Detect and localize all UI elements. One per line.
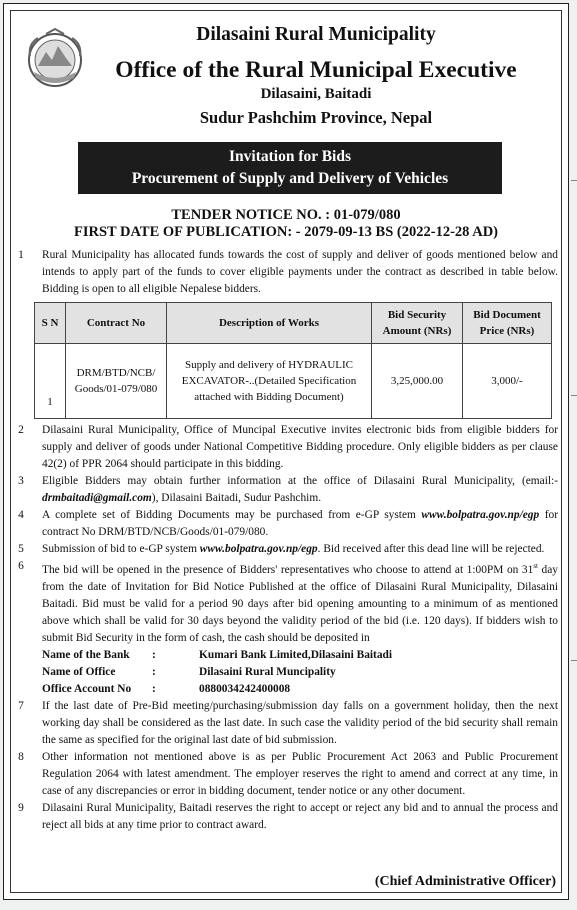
clause-number: 1 [18, 249, 24, 261]
bid-table [34, 302, 552, 419]
clause-number: 2 [18, 424, 24, 436]
clause-text: Other information not mentioned above is as per Public Procurement Act 2063 and Public Procurement Regulation 2064 with latest amendment. The employer reserves the right to amend and correct at any time, in case of any discrepancies or error in bidding document, tender notice or any other document. [42, 750, 558, 797]
clause-text: Dilasaini Rural Municipality, Baitadi reserves the right to accept or reject any bid and to annual the process and reject all bids at any time prior to contract award. [42, 801, 558, 831]
cell-sn: 1 [35, 344, 66, 419]
header-security: Bid Security Amount (NRs) [372, 303, 463, 344]
cell-price: 3,000/- [463, 344, 552, 419]
clause-8 [14, 749, 558, 800]
column-divider-mark [571, 660, 577, 661]
clause-number: 7 [18, 699, 24, 712]
banner-subtitle: Procurement of Supply and Delivery of Vehicles [131, 170, 449, 187]
cell-description: Supply and delivery of HYDRAULIC EXCAVATOR-..(Detailed Specification attached with Bidding Document) [167, 344, 372, 419]
header-sn: S N [35, 303, 66, 344]
clause-number: 9 [18, 801, 24, 814]
column-divider-mark [571, 180, 577, 181]
clause-7 [14, 698, 558, 749]
table-header-row [35, 303, 552, 344]
clause-text: Rural Municipality has allocated funds towards the cost of supply and deliver of goods mentioned below and intends to apply part of the funds to cover eligible payments under the contract as described in table below. Bidding is open to all eligible Nepalese bidders. [42, 249, 558, 295]
clause-2 [14, 422, 558, 473]
email-link[interactable]: drmbaitadi@gmail.com [42, 492, 152, 504]
office-location: Dilasaini, Baitadi [260, 86, 372, 102]
signature-line: (Chief Administrative Officer) [374, 874, 556, 889]
clause-text: If the last date of Pre-Bid meeting/purchasing/submission day falls on a government holiday, then the next working day shall be considered as the last date. In such case the validity period of the bid security shall remain the same as specified for the original last date of bid submission. [42, 699, 558, 746]
header-description: Description of Works [167, 303, 372, 344]
bank-name-row: Name of the Bank : Kumari Bank Limited,Dilasaini Baitadi [42, 648, 393, 661]
egp-link[interactable]: www.bolpatra.gov.np/egp [199, 543, 318, 555]
notice-body [14, 247, 558, 834]
first-publication-date: FIRST DATE OF PUBLICATION: - 2079-09-13 BS (2022-12-28 AD) [73, 224, 498, 240]
clause-number: 4 [18, 509, 24, 521]
cell-security: 3,25,000.00 [372, 344, 463, 419]
office-name-row: Name of Office : Dilasaini Rural Muncipality [42, 665, 336, 678]
clause-9 [14, 800, 558, 834]
clause-number: 8 [18, 750, 24, 763]
clause-1 [14, 247, 558, 298]
clause-6: 6 The bid will be opened in the presence of Bidders' representatives who choose to attend at 1:00PM on 31st day from the date of Invitation for Bid Notice Published at the office of Dilasaini Rural Municipality, Dilasaini Baitadi. Bid must be valid for a period 90 days after bid opening amounting to a minimum of as mentioned above which shall be valid for 30 days beyond the validity period of the bid (i.e. 120 days). If bidders wish to submit Bid Security in the form of cash, the cash should be deposited in [14, 558, 558, 647]
notice-sheet [3, 3, 569, 900]
clause-5: 5 Submission of bid to e-GP system www.bolpatra.gov.np/egp. Bid received after this dead line will be rejected. [14, 541, 558, 558]
account-number-row: Office Account No : 0880034242400008 [42, 682, 291, 695]
column-divider-mark [571, 395, 577, 396]
tender-notice-number: TENDER NOTICE NO. : 01-079/080 [171, 207, 401, 223]
banner-title: Invitation for Bids [228, 148, 352, 165]
clause-number: 3 [18, 475, 24, 487]
office-name: Office of the Rural Municipal Executive [115, 57, 517, 83]
clause-3: 3 Eligible Bidders may obtain further information at the office of Dilasaini Rural Municipality, (email:-drmbaitadi@gmail.com), Dilasaini Baitadi, Sudur Pashchim. [14, 473, 558, 507]
clause-text: Dilasaini Rural Municipality, Office of Muncipal Executive invites electronic bids from eligible bidders for supply and deliver of goods under National Competitive Bidding procedure. Only eligible bidders as per clause 42(2) of PPR 2064 should participate in this bidding. [42, 424, 558, 470]
invitation-banner [78, 142, 502, 194]
egp-link[interactable]: www.bolpatra.gov.np/egp [421, 509, 540, 521]
cell-contract: DRM/BTD/NCB/ Goods/01-079/080 [66, 344, 167, 419]
header-contract: Contract No [66, 303, 167, 344]
bank-details [14, 647, 558, 698]
table-row [35, 344, 552, 419]
province-name: Sudur Pashchim Province, Nepal [199, 108, 433, 127]
clause-number: 5 [18, 543, 24, 555]
clause-4: 4 A complete set of Bidding Documents may be purchased from e-GP system www.bolpatra.gov.np/egp for contract No DRM/BTD/NCB/Goods/01-079/080. [14, 507, 558, 541]
municipality-name: Dilasaini Rural Municipality [196, 24, 436, 45]
clause-number: 6 [18, 560, 24, 572]
header-price: Bid Document Price (NRs) [463, 303, 552, 344]
